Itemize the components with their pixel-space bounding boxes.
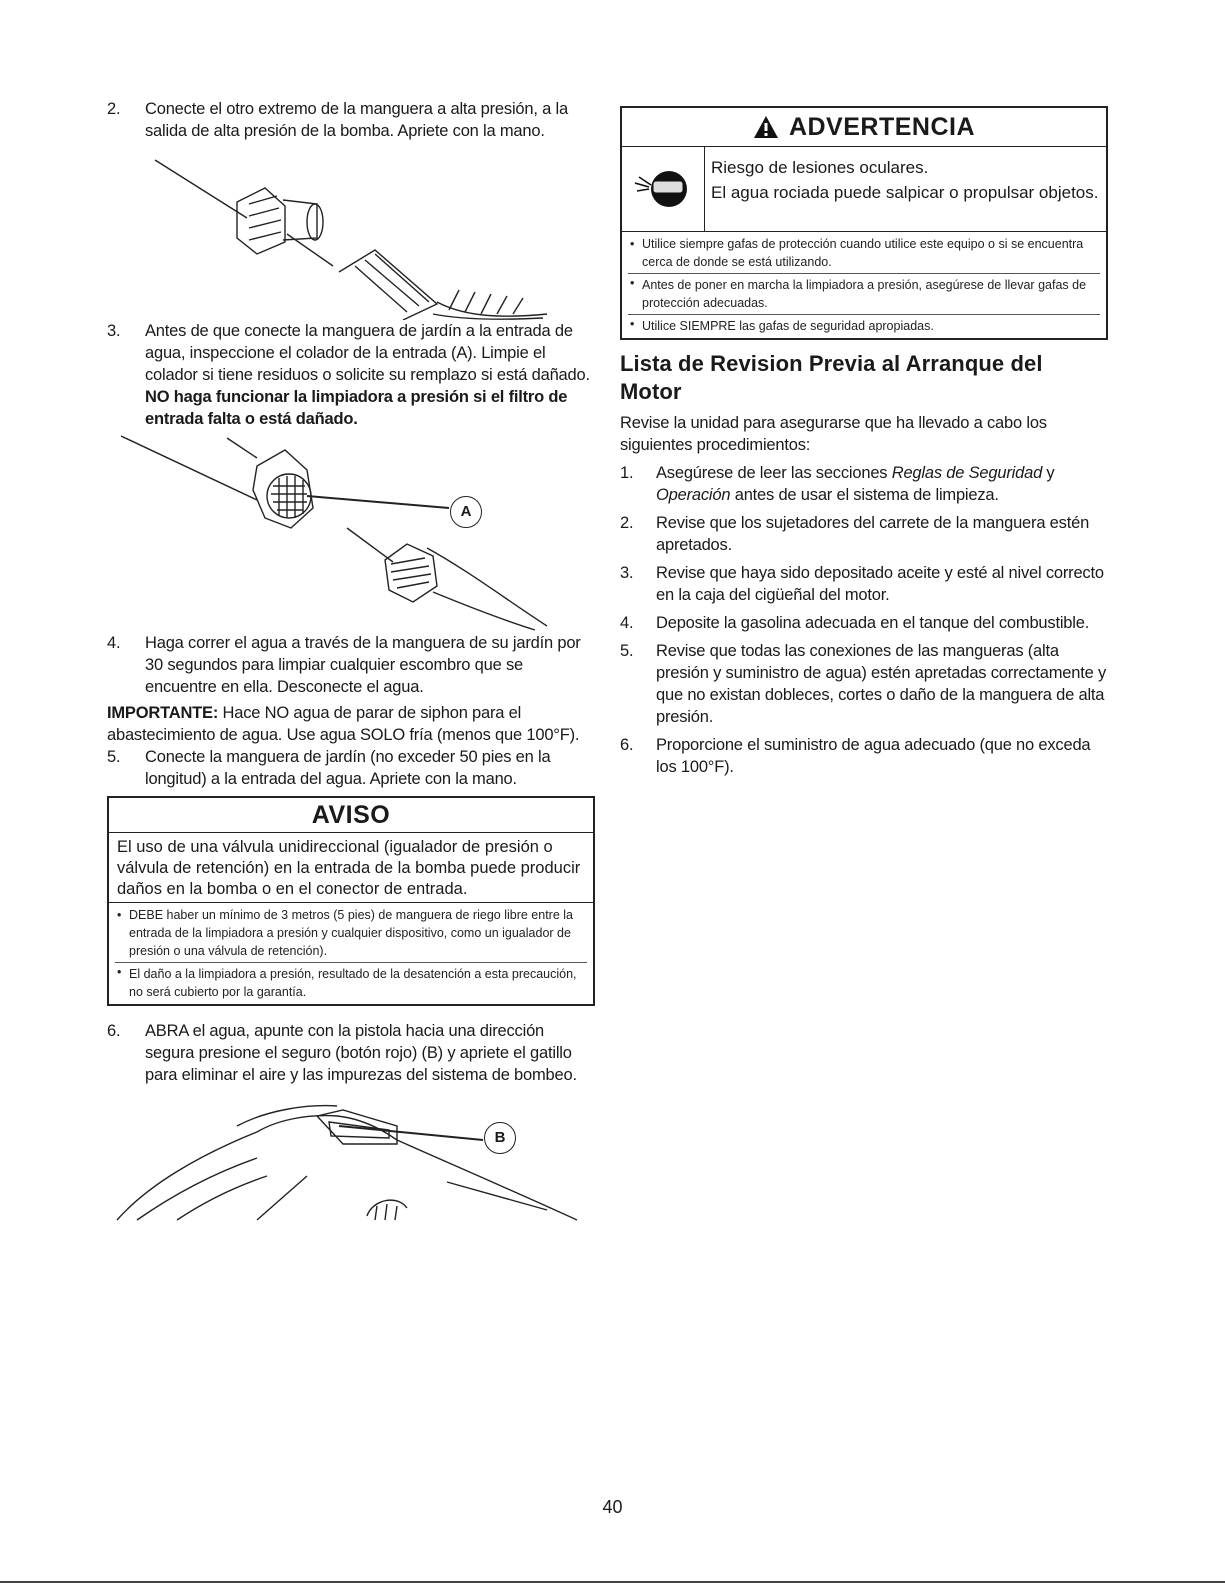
aviso-title: AVISO [109,798,593,833]
step-number: 3. [620,564,634,582]
step-4 [107,632,595,698]
step-text-pre: Asegúrese de leer las secciones [656,464,892,482]
inlet-screen-illustration [107,430,595,632]
eye-protection-icon [622,147,705,231]
aviso-bullets [109,903,593,1004]
hazard-message: El agua rociada puede salpicar o propulsar objetos. [711,183,1099,202]
step-text: Antes de que conecte la manguera de jardín a la entrada de agua, inspeccione el colador de la entrada (A). Limpie el colador si tiene residuos o solicite su remplazo si está dañado. [145,322,590,384]
step-3 [107,320,595,430]
advertencia-messages [705,147,1104,231]
hazard-message: Riesgo de lesiones oculares. [711,158,929,177]
step-number: 5. [620,642,634,660]
bottom-rule [0,1581,1225,1583]
checklist-item [620,612,1108,634]
checklist-item [620,640,1108,728]
step-number: 2. [107,100,121,118]
aviso-body: El uso de una válvula unidireccional (igualador de presión o válvula de retención) en la entrada de la bomba puede producir daños en la bomba o en el conector de entrada. [109,833,593,903]
page-number: 40 [602,1497,623,1517]
aviso-bullet: • DEBE haber un mínimo de 3 metros (5 pies) de manguera de riego libre entre la entrada de la limpiadora a presión y cualquier dispositivo, como un igualador de presión o una válvula de retención). [115,906,587,960]
step-text-italic: Operación [656,486,731,504]
step-number: 6. [620,736,634,754]
right-column [620,106,1108,784]
section-heading: Lista de Revision Previa al Arranque del Motor [620,351,1043,404]
step-number: 3. [107,322,121,340]
left-column [107,98,595,1224]
checklist-item [620,512,1108,556]
step-text: Revise que haya sido depositado aceite y esté al nivel correcto en la caja del cigüeñal del motor. [656,564,1104,604]
step-number: 4. [620,614,634,632]
step-text: Haga correr el agua a través de la manguera de su jardín por 30 segundos para limpiar cualquier escombro que se encuentre en ella. Desconecte el agua. [145,634,581,696]
step-number: 6. [107,1022,121,1040]
importante-label: IMPORTANTE: [107,704,219,722]
checklist-item [620,734,1108,778]
advertencia-bullets [622,232,1106,338]
checklist [620,462,1108,778]
step-number: 1. [620,464,634,482]
step-number: 5. [107,748,121,766]
step-text-italic: Reglas de Seguridad [891,464,1043,482]
advertencia-hazard-row [622,147,1106,232]
advertencia-bullet: • Antes de poner en marcha la limpiadora a presión, asegúrese de llevar gafas de protección adecuadas. [628,273,1100,312]
step-6 [107,1020,595,1086]
step-text-post: antes de usar el sistema de limpieza. [730,486,999,504]
step-text: ABRA el agua, apunte con la pistola hacia una dirección segura presione el seguro (botón rojo) (B) y apriete el gatillo para eliminar el aire y las impurezas del sistema de bombeo. [145,1022,577,1084]
advertencia-box [620,106,1108,340]
advertencia-header [622,108,1106,147]
step-text: Conecte la manguera de jardín (no exceder 50 pies en la longitud) a la entrada del agua. Apriete con la mano. [145,748,551,788]
step-number: 2. [620,514,634,532]
advertencia-title: ADVERTENCIA [788,112,976,141]
callout-a: A [450,496,482,528]
step-number: 4. [107,634,121,652]
warning-triangle-icon [753,115,779,139]
step-warning-text: NO haga funcionar la limpiadora a presión si el filtro de entrada falta o está dañado. [145,388,568,428]
section-intro: Revise la unidad para asegurarse que ha llevado a cabo los siguientes procedimientos: [620,414,1047,454]
callout-b: B [484,1122,516,1154]
step-text-mid: y [1042,464,1055,482]
importante-note [107,702,595,746]
importante-text: Hace NO agua de parar de siphon para el abastecimiento de agua. Use agua SOLO fría (menos que 100°F). [107,704,580,744]
aviso-bullet: • El daño a la limpiadora a presión, resultado de la desatención a esta precaución, no será cubierto por la garantía. [115,962,587,1001]
checklist-item [620,562,1108,606]
step-text: Revise que todas las conexiones de las mangueras (alta presión y suministro de agua) estén apretadas correctamente y que no existan dobleces, cortes o daño de la manguera de alta presión. [656,642,1107,726]
checklist-item [620,462,1108,506]
hose-connection-illustration [107,142,595,320]
step-2 [107,98,595,142]
step-text: Conecte el otro extremo de la manguera a alta presión, a la salida de alta presión de la bomba. Apriete con la mano. [145,100,568,140]
aviso-box [107,796,595,1006]
spray-gun-illustration [107,1096,595,1224]
step-text: Deposite la gasolina adecuada en el tanque del combustible. [656,614,1090,632]
step-text: Revise que los sujetadores del carrete de la manguera estén apretados. [656,514,1090,554]
step-text: Proporcione el suministro de agua adecuado (que no exceda los 100°F). [656,736,1091,776]
advertencia-bullet: • Utilice siempre gafas de protección cuando utilice este equipo o si se encuentra cerca de donde se está utilizando. [628,235,1100,271]
advertencia-bullet: • Utilice SIEMPRE las gafas de seguridad apropiadas. [628,314,1100,335]
step-5 [107,746,595,790]
